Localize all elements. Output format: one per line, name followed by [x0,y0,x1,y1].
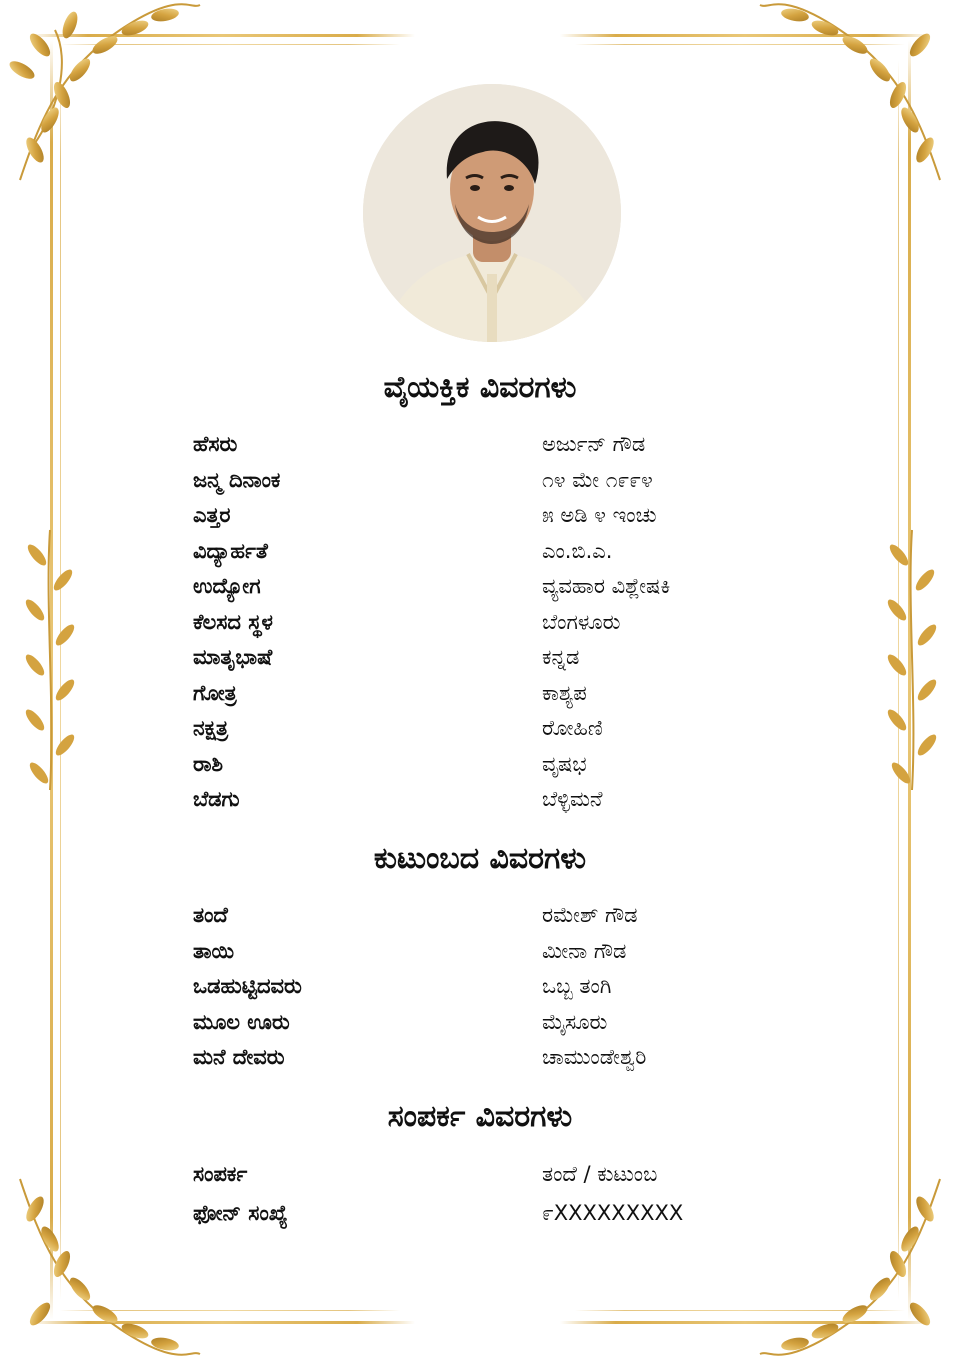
detail-row [193,610,793,642]
detail-row [193,1201,793,1233]
detail-label: ಜನ್ಮ ದಿನಾಂಕ [193,467,281,492]
detail-label: ನಕ್ಷತ್ರ [193,716,229,740]
detail-label: ಬೆಡಗು [193,787,240,811]
detail-value: ರಮೇಶ್ ಗೌಡ [542,903,638,927]
detail-label: ಮೂಲ ಊರು [193,1009,290,1034]
detail-value: ಬೆಳ್ಳಿಮನೆ [542,787,603,811]
detail-row [193,974,793,1006]
detail-row [193,574,793,606]
detail-value: ಮೈಸೂರು [542,1009,608,1034]
detail-label: ಕೆಲಸದ ಸ್ಥಳ [193,609,273,634]
detail-value: ಕಾಶ್ಯಪ [542,680,587,705]
detail-row [193,1162,793,1194]
detail-value: ಕನ್ನಡ [542,645,580,669]
section-title-contact: ಸಂಪರ್ಕ ವಿವರಗಳು [387,1099,573,1134]
detail-label: ವಿದ್ಯಾರ್ಹತೆ [193,538,268,563]
detail-label: ಹೆಸರು [193,432,238,456]
detail-value: ತಂದೆ / ಕುಟುಂಬ [542,1162,658,1186]
detail-row [193,903,793,935]
detail-row [193,1045,793,1077]
detail-value: ಎಂ.ಬಿ.ಎ. [542,538,613,563]
detail-row [193,716,793,748]
detail-value: ಚಾಮುಂಡೇಶ್ವರಿ [542,1045,647,1069]
section-title-family: ಕುಟುಂಬದ ವಿವರಗಳು [373,841,587,876]
detail-row [193,503,793,535]
gold-leaf-ornament-icon [15,525,85,795]
detail-row [193,468,793,500]
detail-label: ಸಂಪರ್ಕ [193,1162,248,1186]
detail-value: ಮೀನಾ ಗೌಡ [542,938,627,963]
detail-label: ಫೋನ್ ಸಂಖ್ಯೆ [193,1201,288,1225]
detail-value: ೧೪ ಮೇ ೧೯೯೪ [542,467,653,492]
gold-leaf-ornament-icon [877,525,947,795]
detail-row [193,752,793,784]
section-title-personal: ವೈಯಕ್ತಿಕ ವಿವರಗಳು [383,370,577,405]
detail-label: ಮಾತೃಭಾಷೆ [193,645,273,669]
detail-value: ಅರ್ಜುನ್ ಗೌಡ [542,432,646,456]
detail-value: ಒಬ್ಬ ತಂಗಿ [542,974,612,998]
portrait-illustration [363,84,621,342]
detail-label: ಒಡಹುಟ್ಟಿದವರು [193,974,302,998]
detail-label: ಮನೆ ದೇವರು [193,1045,285,1069]
detail-row [193,1010,793,1042]
detail-value: ವ್ಯವಹಾರ ವಿಶ್ಲೇಷಕಿ [542,574,671,598]
detail-row [193,681,793,713]
detail-row [193,787,793,819]
detail-row [193,939,793,971]
detail-value: ೯XXXXXXXXX [542,1201,684,1225]
detail-label: ತಾಯಿ [193,938,235,963]
detail-label: ಎತ್ತರ [193,503,231,527]
gold-leaf-ornament-icon [0,1159,210,1359]
detail-label: ರಾಶಿ [193,751,224,776]
detail-label: ತಂದೆ [193,903,228,927]
detail-value: ಬೆಂಗಳೂರು [542,609,621,634]
detail-row [193,645,793,677]
gold-leaf-ornament-icon [0,0,210,200]
profile-photo [363,84,621,342]
detail-value: ವೃಷಭ [542,751,587,776]
gold-leaf-ornament-icon [750,0,960,200]
detail-value: ೫ ಅಡಿ ೪ ಇಂಚು [542,503,657,527]
detail-row [193,539,793,571]
detail-label: ಗೋತ್ರ [193,680,237,705]
detail-row [193,432,793,464]
detail-label: ಉದ್ಯೋಗ [193,574,261,598]
detail-value: ರೋಹಿಣಿ [542,716,603,740]
